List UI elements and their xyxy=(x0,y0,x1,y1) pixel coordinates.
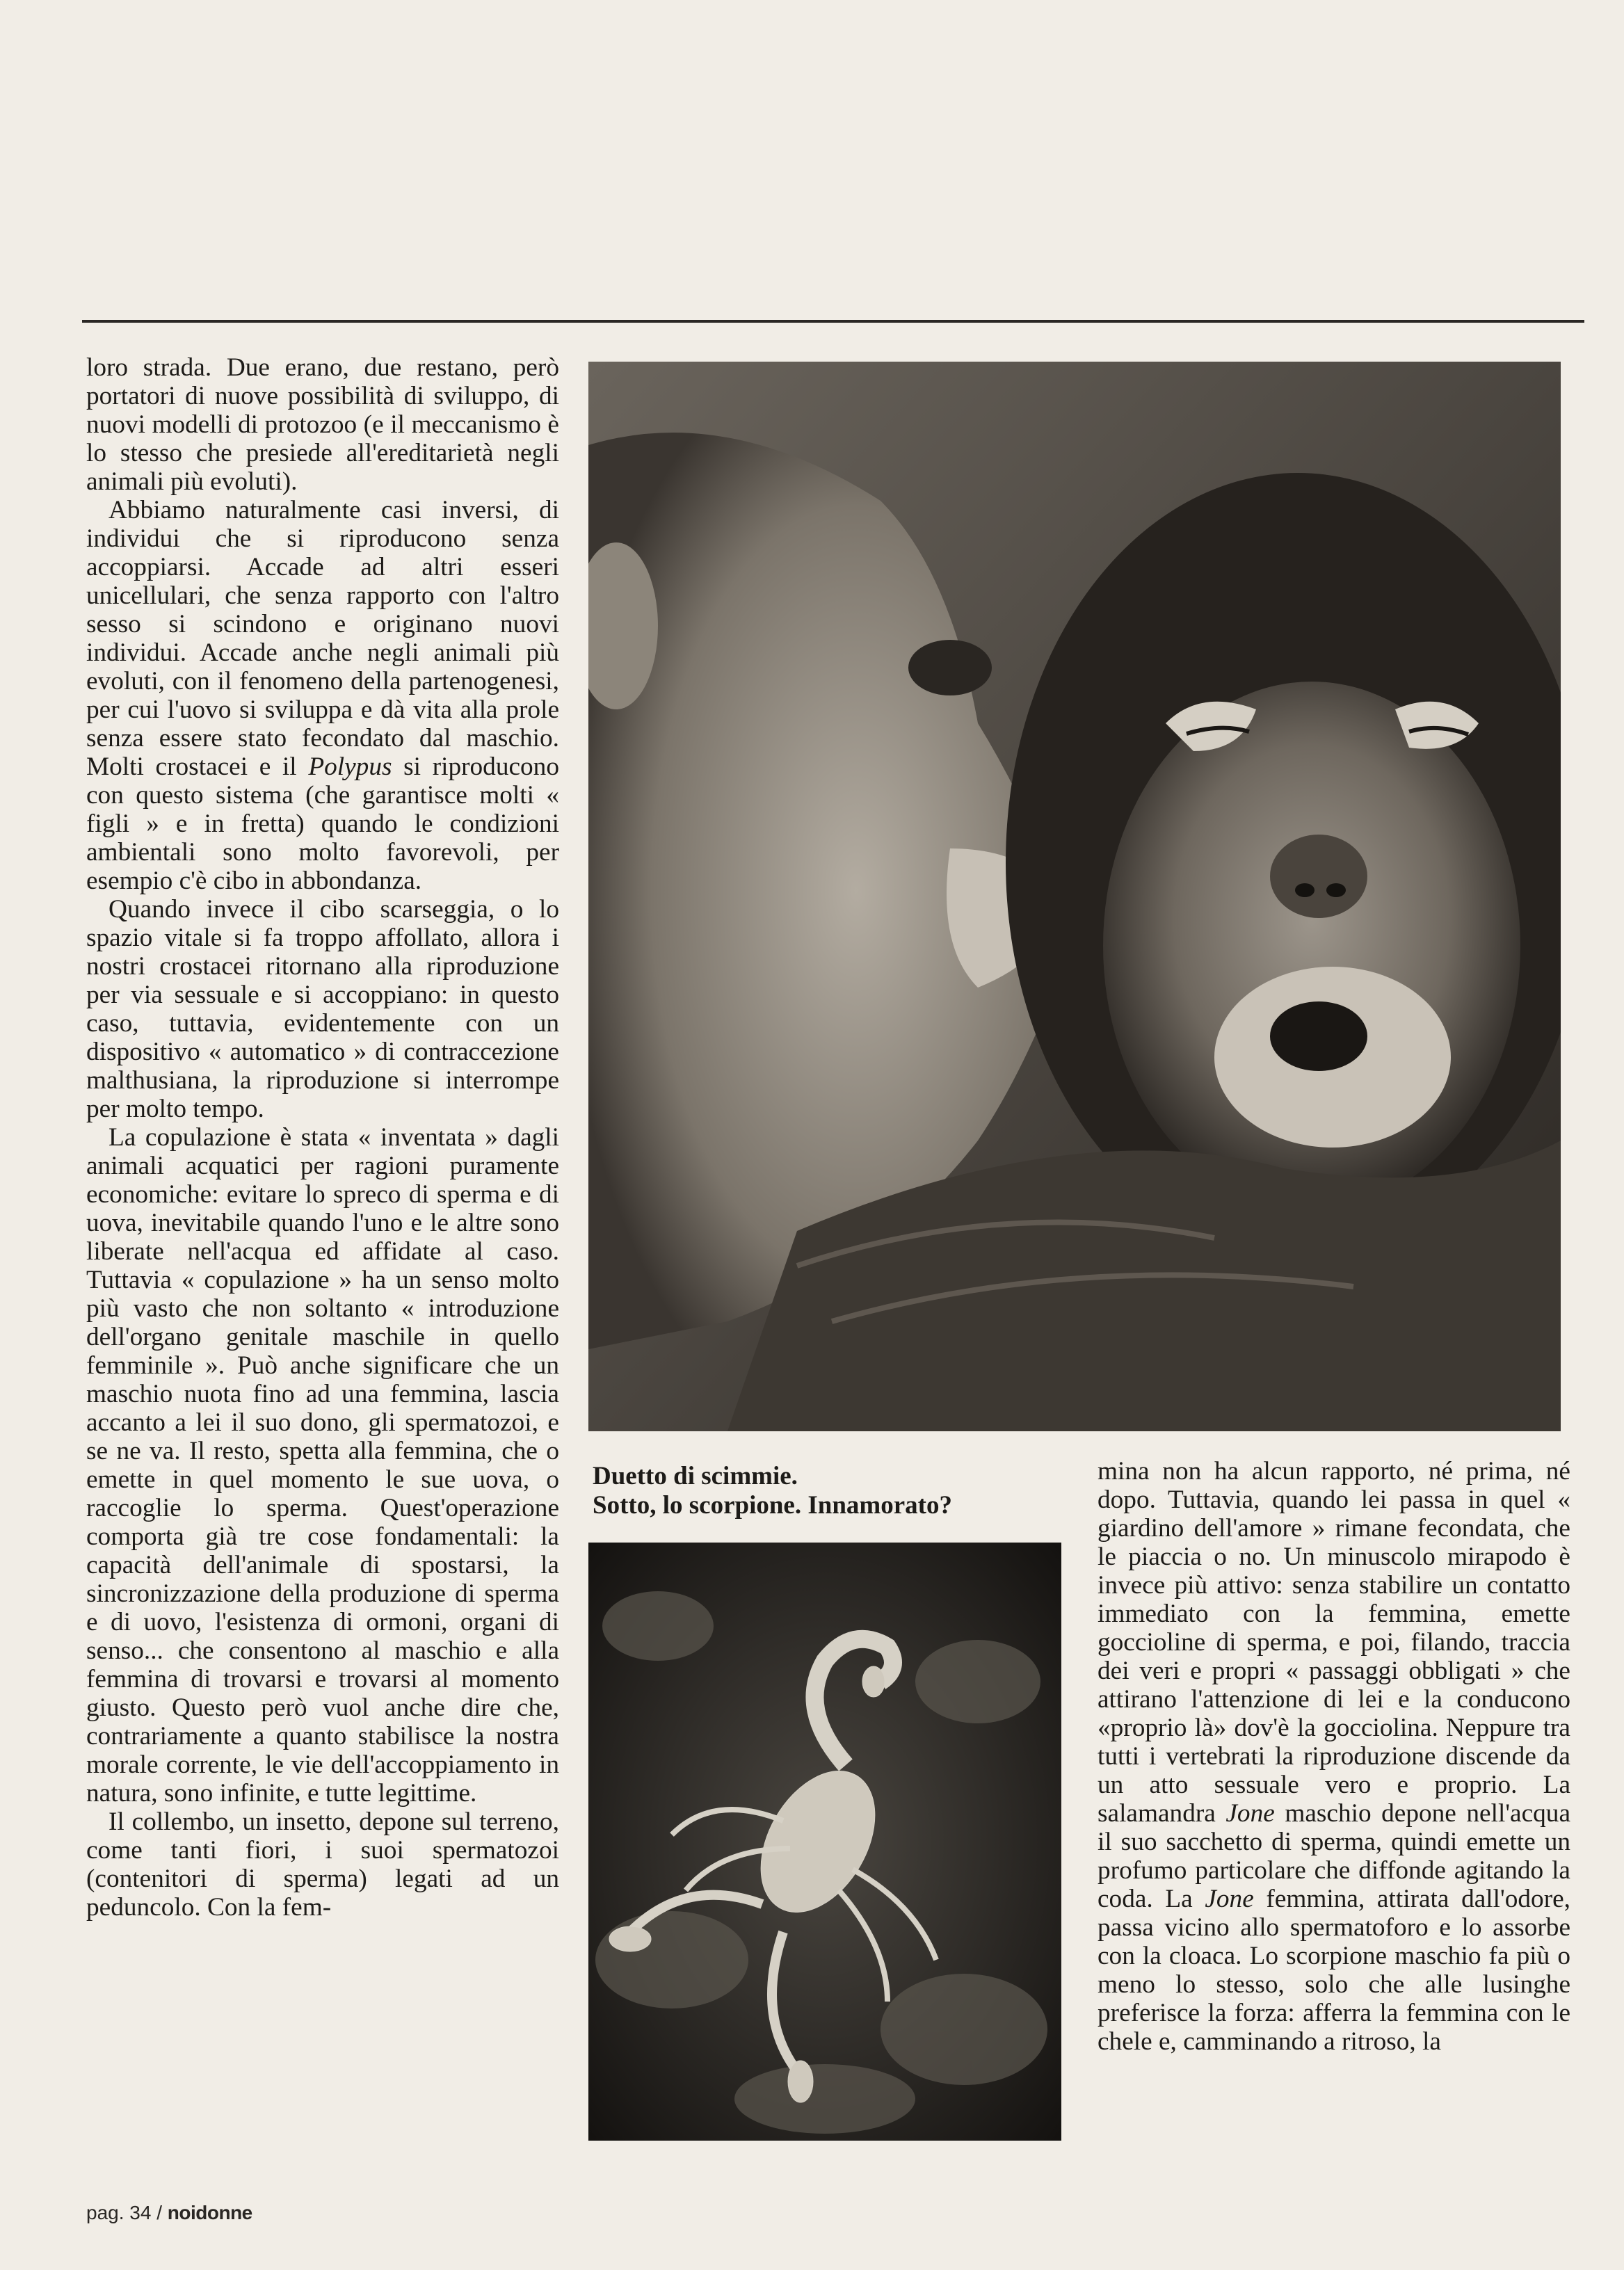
paragraph-text: si riproducono con questo sistema (che garantisce molti « figli » e in fretta) quando le condizioni ambientali sono molto favorevoli, per esempio c'è cibo in abbondanza. xyxy=(86,752,559,895)
paragraph: Il collembo, un insetto, depone sul terreno, come tanti fiori, i suoi spermatozoi (contenitori di sperma) legati ad un peduncolo. Con la fem- xyxy=(86,1808,559,1922)
orangutans-photo xyxy=(588,362,1561,1431)
scorpion-photo xyxy=(588,1543,1061,2141)
paragraph xyxy=(86,496,559,895)
italic-term: Jone xyxy=(1225,1799,1275,1828)
italic-term: Polypus xyxy=(308,752,392,781)
header-rule xyxy=(82,320,1584,323)
footer-separator: / xyxy=(156,2202,162,2223)
page-number: pag. 34 xyxy=(86,2202,152,2223)
paragraph: La copulazione è stata « inventata » dagli animali acquatici per ragioni puramente economiche: evitare lo spreco di sperma e di uova, inevitabile quando l'uno e le altre sono liberate nell'acqua ed affidate al caso. Tuttavia « copulazione » ha un senso molto più vasto che non soltanto « introduzione dell'organo genitale maschile in quello femminile ». Può anche significare che un maschio nuota fino ad una femmina, lascia accanto a lei il suo dono, gli spermatozoi, e se ne va. Il resto, spetta alla femmina, che o emette in quel momento le sue uova, o raccoglie lo sperma. Quest'operazione comporta già tre cose fondamentali: la capacità dell'animale di spostarsi, la sincronizzazione della produzione di sperma e di uovo, l'esistenza di ormoni, organi di senso... che consentono al maschio e alla femmina di trovarsi e trovarsi al momento giusto. Questo però vuol anche dire che, contrariamente a quanto stabilisce la nostra morale corrente, le vie dell'accoppiamento in natura, sono infinite, e tutte legittime. xyxy=(86,1123,559,1808)
paragraph-text: Abbiamo naturalmente casi inversi, di individui che si riproducono senza accoppiarsi. Accade ad altri esseri unicellulari, che senza rapporto con l'altro sesso si scindono e originano nuovi individui. Accade anche negli animali più evoluti, con il fenomeno della partenogenesi, per cui l'uovo si sviluppa e dà vita alla prole senza essere stato fecondato dal maschio. Molti crostacei e il xyxy=(86,496,559,781)
paragraph-text: femmina, attirata dall'odore, passa vicino allo spermatoforo e lo assorbe con la cloaca. Lo scorpione maschio fa più o meno lo stesso, solo che alle lusinghe preferisce la forza: afferra la femmina con le chele e, camminando a ritroso, la xyxy=(1098,1885,1570,2056)
magazine-name: noidonne xyxy=(167,2202,252,2223)
paragraph-text: maschio depone nell'acqua il suo sacchetto di sperma, quindi emette un profumo particolare che diffonde agitando la coda. La xyxy=(1098,1799,1571,1913)
caption-line: Duetto di scimmie. xyxy=(593,1462,798,1490)
photo-caption xyxy=(593,1462,1079,1520)
caption-line: Sotto, lo scorpione. Innamorato? xyxy=(593,1491,952,1520)
orangutans-illustration xyxy=(588,362,1561,1431)
italic-term: Jone xyxy=(1205,1885,1254,1913)
paragraph-text: mina non ha alcun rapporto, né prima, né dopo. Tuttavia, quando lei passa in quel « giardino dell'amore » rimane fecondata, che le piaccia o no. Un minuscolo mirapodo è invece più attivo: senza stabilire un contatto immediato con la femmina, emette goccioline di sperma, e poi, filando, traccia dei veri e propri « passaggi obbligati » che attirano l'attenzione di lei e la conducono «proprio là» dov'è la gocciolina. Neppure tra tutti i vertebrati la riproduzione discende da un atto sessuale vero e proprio. La salamandra xyxy=(1098,1457,1570,1828)
page-footer xyxy=(86,2202,252,2224)
scorpion-illustration xyxy=(588,1543,1061,2141)
paragraph: Quando invece il cibo scarseggia, o lo spazio vitale si fa troppo affollato, allora i nostri crostacei ritornano alla riproduzione per via sessuale e si accoppiano: in questo caso, tuttavia, evidentemente con un dispositivo « automatico » di contraccezione malthusiana, la riproduzione si interrompe per molto tempo. xyxy=(86,895,559,1123)
article-column-left xyxy=(86,353,559,1922)
article-column-right xyxy=(1098,1457,1570,2056)
paragraph: loro strada. Due erano, due restano, però portatori di nuove possibilità di sviluppo, di nuovi modelli di protozoo (e il meccanismo è lo stesso che presiede all'ereditarietà negli animali più evoluti). xyxy=(86,353,559,496)
paragraph xyxy=(1098,1457,1570,2056)
